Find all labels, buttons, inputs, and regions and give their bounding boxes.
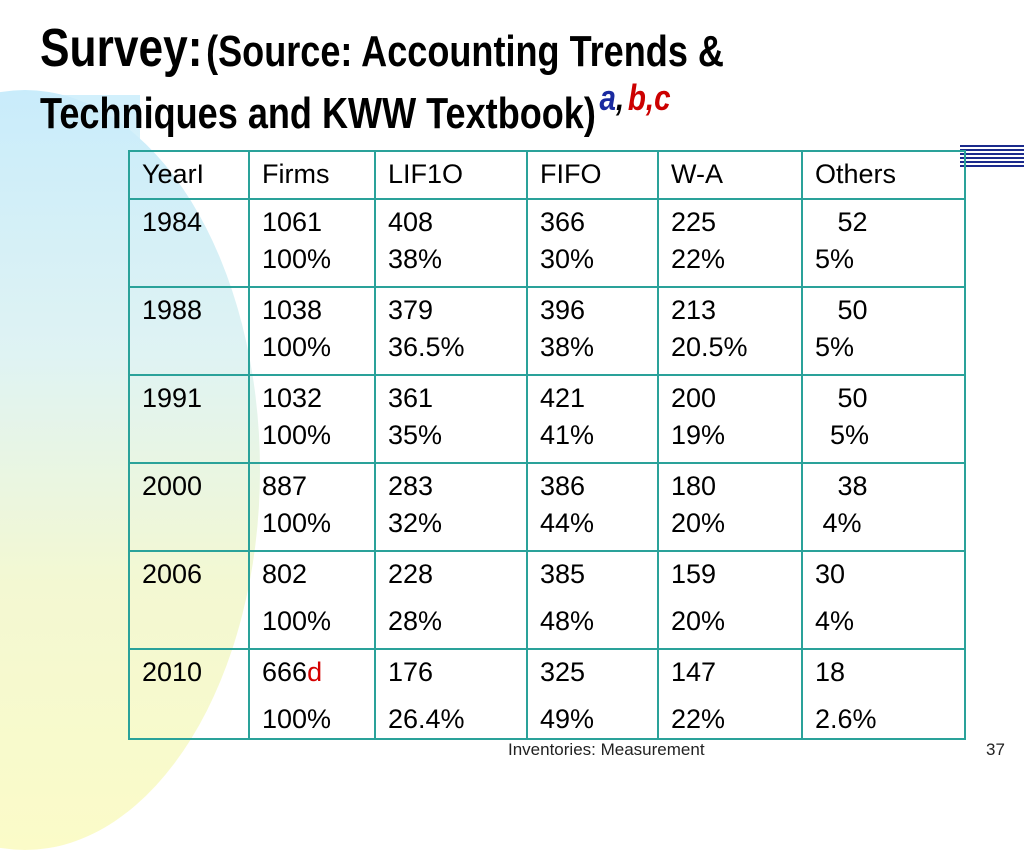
cell-percent: 100% bbox=[262, 704, 332, 734]
cell-percent: 32% bbox=[388, 508, 443, 538]
cell-fifo bbox=[527, 375, 658, 463]
cell-value: 159 bbox=[671, 559, 717, 589]
survey-table bbox=[128, 150, 966, 740]
cell-percent: 48% bbox=[540, 606, 595, 636]
cell-firms bbox=[249, 199, 375, 287]
cell-percent: 44% bbox=[540, 508, 595, 538]
cell-fifo bbox=[527, 463, 658, 551]
cell-value: 408 bbox=[388, 207, 434, 237]
title-source-line2: Techniques and KWW Textbook bbox=[40, 89, 584, 139]
cell-value bbox=[262, 654, 362, 691]
cell-value: 379 bbox=[388, 295, 434, 325]
cell-value: 887 bbox=[262, 471, 308, 501]
cell-number: 666 bbox=[262, 657, 308, 687]
cell-year: 1984 bbox=[129, 199, 249, 287]
table-row bbox=[129, 649, 965, 739]
cell-percent: 4% bbox=[815, 508, 862, 538]
cell-percent: 22% bbox=[671, 704, 726, 734]
cell-percent: 36.5% bbox=[388, 332, 465, 362]
cell-others bbox=[802, 375, 965, 463]
cell-percent: 100% bbox=[262, 244, 332, 274]
cell-wa bbox=[658, 199, 802, 287]
cell-value: 52 bbox=[815, 207, 868, 237]
cell-value: 421 bbox=[540, 383, 586, 413]
cell-value: 225 bbox=[671, 207, 717, 237]
cell-percent: 20% bbox=[671, 508, 726, 538]
cell-value: 50 bbox=[815, 295, 868, 325]
table-row bbox=[129, 375, 965, 463]
header-wa: W-A bbox=[658, 151, 802, 199]
cell-value: 50 bbox=[815, 383, 868, 413]
cell-value: 366 bbox=[540, 207, 586, 237]
header-firms: Firms bbox=[249, 151, 375, 199]
header-year: YearI bbox=[129, 151, 249, 199]
cell-value: 1061 bbox=[262, 207, 323, 237]
title-note-comma: , bbox=[615, 77, 625, 119]
cell-lifo bbox=[375, 551, 527, 649]
cell-percent: 5% bbox=[815, 244, 855, 274]
cell-lifo bbox=[375, 287, 527, 375]
table-row bbox=[129, 287, 965, 375]
title-note-a: a bbox=[599, 77, 616, 119]
slide-title bbox=[40, 18, 819, 139]
cell-percent: 28% bbox=[388, 606, 443, 636]
title-main: Survey: bbox=[40, 18, 203, 78]
cell-value: 385 bbox=[540, 559, 586, 589]
cell-value: 228 bbox=[388, 559, 434, 589]
cell-fifo bbox=[527, 649, 658, 739]
cell-others bbox=[802, 463, 965, 551]
footnote-marker-d: d bbox=[307, 657, 323, 687]
cell-percent: 38% bbox=[540, 332, 595, 362]
decorative-stripes bbox=[960, 145, 1024, 169]
cell-value: 30 bbox=[815, 559, 846, 589]
cell-percent: 38% bbox=[388, 244, 443, 274]
cell-percent: 4% bbox=[815, 606, 855, 636]
cell-value: 38 bbox=[815, 471, 868, 501]
title-note-bc: b,c bbox=[627, 77, 671, 119]
cell-firms bbox=[249, 287, 375, 375]
table-header-row bbox=[129, 151, 965, 199]
cell-year: 2006 bbox=[129, 551, 249, 649]
cell-wa bbox=[658, 463, 802, 551]
table-row bbox=[129, 199, 965, 287]
cell-value: 213 bbox=[671, 295, 717, 325]
cell-value: 396 bbox=[540, 295, 586, 325]
cell-others bbox=[802, 287, 965, 375]
cell-value: 176 bbox=[388, 657, 434, 687]
cell-value: 325 bbox=[540, 657, 586, 687]
cell-fifo bbox=[527, 199, 658, 287]
cell-firms bbox=[249, 649, 375, 739]
cell-lifo bbox=[375, 199, 527, 287]
cell-year: 2000 bbox=[129, 463, 249, 551]
cell-percent: 100% bbox=[262, 332, 332, 362]
cell-percent: 100% bbox=[262, 508, 332, 538]
title-close-paren: ) bbox=[583, 89, 596, 139]
cell-value: 802 bbox=[262, 559, 308, 589]
cell-percent: 100% bbox=[262, 606, 332, 636]
cell-lifo bbox=[375, 375, 527, 463]
cell-value: 1032 bbox=[262, 383, 323, 413]
cell-year: 2010 bbox=[129, 649, 249, 739]
cell-value: 386 bbox=[540, 471, 586, 501]
cell-wa bbox=[658, 649, 802, 739]
cell-others bbox=[802, 551, 965, 649]
header-others: Others bbox=[802, 151, 965, 199]
cell-lifo bbox=[375, 463, 527, 551]
cell-wa bbox=[658, 287, 802, 375]
cell-year: 1988 bbox=[129, 287, 249, 375]
cell-firms bbox=[249, 551, 375, 649]
cell-firms bbox=[249, 375, 375, 463]
cell-percent: 100% bbox=[262, 420, 332, 450]
cell-percent: 2.6% bbox=[815, 704, 877, 734]
cell-fifo bbox=[527, 287, 658, 375]
cell-percent: 19% bbox=[671, 420, 726, 450]
cell-percent: 20.5% bbox=[671, 332, 748, 362]
cell-percent: 30% bbox=[540, 244, 595, 274]
cell-wa bbox=[658, 375, 802, 463]
cell-lifo bbox=[375, 649, 527, 739]
cell-firms bbox=[249, 463, 375, 551]
cell-fifo bbox=[527, 551, 658, 649]
table-row bbox=[129, 463, 965, 551]
header-fifo: FIFO bbox=[527, 151, 658, 199]
slide-footer: Inventories: Measurement bbox=[508, 740, 705, 759]
cell-value: 18 bbox=[815, 657, 846, 687]
header-lifo: LIF1O bbox=[375, 151, 527, 199]
cell-value: 180 bbox=[671, 471, 717, 501]
cell-others bbox=[802, 649, 965, 739]
cell-others bbox=[802, 199, 965, 287]
cell-percent: 26.4% bbox=[388, 704, 465, 734]
cell-percent: 20% bbox=[671, 606, 726, 636]
cell-value: 200 bbox=[671, 383, 717, 413]
cell-percent: 5% bbox=[815, 332, 855, 362]
cell-value: 283 bbox=[388, 471, 434, 501]
cell-percent: 5% bbox=[815, 420, 870, 450]
cell-value: 147 bbox=[671, 657, 717, 687]
cell-value: 361 bbox=[388, 383, 434, 413]
cell-wa bbox=[658, 551, 802, 649]
cell-percent: 35% bbox=[388, 420, 443, 450]
cell-percent: 22% bbox=[671, 244, 726, 274]
title-source-line1: (Source: Accounting Trends & bbox=[206, 27, 724, 76]
page-number: 37 bbox=[986, 740, 1005, 759]
table-row bbox=[129, 551, 965, 649]
cell-percent: 41% bbox=[540, 420, 595, 450]
cell-percent: 49% bbox=[540, 704, 595, 734]
cell-value: 1038 bbox=[262, 295, 323, 325]
cell-year: 1991 bbox=[129, 375, 249, 463]
